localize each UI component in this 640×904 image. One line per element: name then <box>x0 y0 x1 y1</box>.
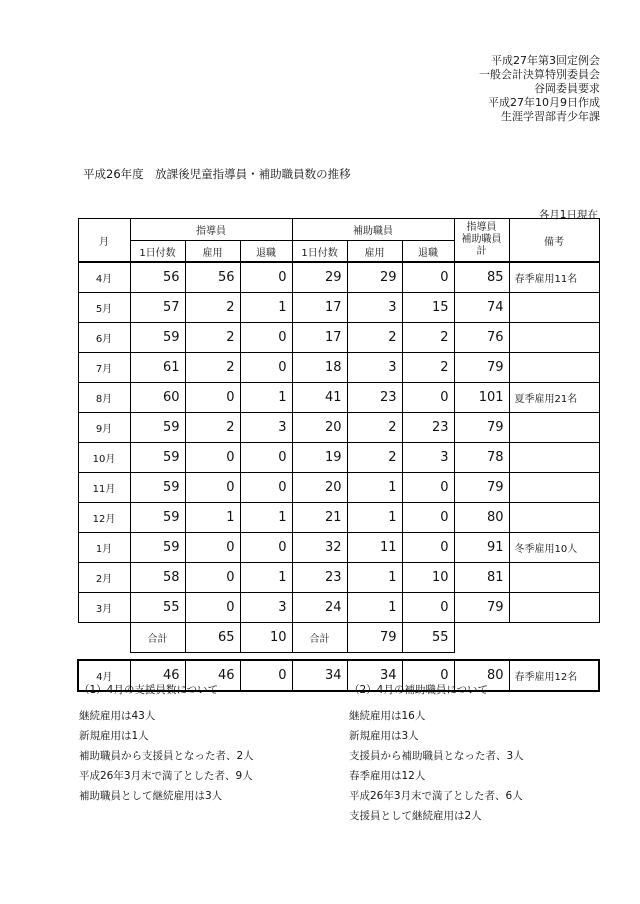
cell-i-day1: 56 <box>130 262 185 293</box>
cell-a-retired: 0 <box>402 262 454 293</box>
cell-note: 春季雇用11名 <box>509 262 599 293</box>
document-header <box>479 54 600 124</box>
page-title: 平成26年度 放課後児童指導員・補助職員数の推移 <box>83 167 351 181</box>
cell-a-day1: 20 <box>292 473 347 503</box>
header-line: 平成27年10月9日作成 <box>488 96 600 109</box>
cell-i-retired: 0 <box>240 473 292 503</box>
cell-i-hired: 0 <box>185 563 240 593</box>
cell-a-hired: 1 <box>347 503 402 533</box>
header-line: 谷岡委員要求 <box>534 82 600 95</box>
cell-i-day1: 55 <box>130 593 185 623</box>
cell-i-hired: 2 <box>185 323 240 353</box>
cell-i-day1: 59 <box>130 473 185 503</box>
cell-a-retired: 2 <box>402 323 454 353</box>
cell-total: 79 <box>454 413 509 443</box>
cell-i-retired: 0 <box>240 353 292 383</box>
row-month: 11月 <box>78 473 130 503</box>
cell-note <box>509 473 599 503</box>
notes-item: 春季雇用は12人 <box>349 770 426 782</box>
cell-i-retired: 0 <box>240 323 292 353</box>
cell-i-day1: 57 <box>130 293 185 323</box>
cell-i-hired: 0 <box>185 443 240 473</box>
cell-i-day1: 60 <box>130 383 185 413</box>
header-total-line2: 補助職員 <box>461 234 502 245</box>
cell-a-day1: 21 <box>292 503 347 533</box>
cell-i-hired: 0 <box>185 593 240 623</box>
cell-a-retired: 10 <box>402 563 454 593</box>
cell-total: 76 <box>454 323 509 353</box>
cell-a-retired: 0 <box>402 473 454 503</box>
cell-i-day1: 59 <box>130 443 185 473</box>
header-line: 平成27年第3回定例会 <box>491 54 600 67</box>
notes-left <box>79 680 254 806</box>
table-row <box>78 293 599 323</box>
cell-i-retired: 3 <box>240 413 292 443</box>
cell-a-day1: 34 <box>292 660 347 691</box>
cell-a-day1: 29 <box>292 262 347 293</box>
table-row <box>78 533 599 563</box>
header-day1: 1日付数 <box>292 241 347 263</box>
cell-total: 80 <box>454 660 509 691</box>
cell-total: 91 <box>454 533 509 563</box>
cell-a-day1: 32 <box>292 533 347 563</box>
notes-heading: （1）4月の支援員数について <box>79 684 219 696</box>
notes-heading: （2）4月の補助職員について <box>349 684 489 696</box>
total-a-hired: 79 <box>347 623 402 653</box>
cell-total: 79 <box>454 353 509 383</box>
row-month: 1月 <box>78 533 130 563</box>
cell-i-retired: 0 <box>240 660 292 691</box>
cell-i-day1: 61 <box>130 353 185 383</box>
row-month: 4月 <box>78 262 130 293</box>
cell-a-retired: 0 <box>402 660 454 691</box>
header-total-line3: 計 <box>476 246 487 257</box>
header-day1: 1日付数 <box>130 241 185 263</box>
cell-note <box>509 293 599 323</box>
totals-empty <box>454 623 599 653</box>
header-hired: 雇用 <box>347 241 402 263</box>
cell-a-hired: 1 <box>347 473 402 503</box>
table-row <box>78 323 599 353</box>
cell-i-hired: 0 <box>185 383 240 413</box>
cell-a-hired: 1 <box>347 563 402 593</box>
cell-a-hired: 34 <box>347 660 402 691</box>
cell-note <box>509 353 599 383</box>
total-a-retired: 55 <box>402 623 454 653</box>
cell-i-day1: 59 <box>130 323 185 353</box>
cell-a-day1: 24 <box>292 593 347 623</box>
cell-a-hired: 2 <box>347 443 402 473</box>
cell-a-hired: 1 <box>347 593 402 623</box>
cell-i-hired: 2 <box>185 413 240 443</box>
cell-i-retired: 0 <box>240 533 292 563</box>
table-row <box>78 563 599 593</box>
row-month: 9月 <box>78 413 130 443</box>
cell-i-retired: 1 <box>240 293 292 323</box>
cell-a-day1: 18 <box>292 353 347 383</box>
totals-label: 合計 <box>130 623 185 653</box>
cell-i-hired: 2 <box>185 293 240 323</box>
cell-a-day1: 20 <box>292 413 347 443</box>
totals-row <box>78 623 599 653</box>
cell-note <box>509 443 599 473</box>
row-month: 8月 <box>78 383 130 413</box>
cell-a-retired: 0 <box>402 503 454 533</box>
cell-i-retired: 0 <box>240 262 292 293</box>
cell-note <box>509 563 599 593</box>
row-month: 7月 <box>78 353 130 383</box>
cell-total: 79 <box>454 593 509 623</box>
cell-i-retired: 1 <box>240 563 292 593</box>
cell-a-retired: 15 <box>402 293 454 323</box>
cell-a-hired: 11 <box>347 533 402 563</box>
total-i-retired: 10 <box>240 623 292 653</box>
table-row <box>78 383 599 413</box>
header-retired: 退職 <box>402 241 454 263</box>
row-month: 2月 <box>78 563 130 593</box>
cell-a-day1: 19 <box>292 443 347 473</box>
cell-note <box>509 413 599 443</box>
cell-a-hired: 2 <box>347 413 402 443</box>
cell-a-hired: 2 <box>347 323 402 353</box>
notes-item: 支援員から補助職員となった者、3人 <box>349 750 524 762</box>
header-hired: 雇用 <box>185 241 240 263</box>
cell-i-day1: 59 <box>130 413 185 443</box>
notes-item: 継続雇用は16人 <box>349 710 426 722</box>
total-i-hired: 65 <box>185 623 240 653</box>
notes-item: 平成26年3月末で満了とした者、6人 <box>349 790 523 802</box>
cell-a-retired: 0 <box>402 593 454 623</box>
cell-note <box>509 323 599 353</box>
notes-item: 継続雇用は43人 <box>79 710 156 722</box>
notes-item: 平成26年3月末で満了とした者、9人 <box>79 770 253 782</box>
cell-a-hired: 23 <box>347 383 402 413</box>
cell-a-day1: 17 <box>292 293 347 323</box>
cell-a-retired: 23 <box>402 413 454 443</box>
header-instructors: 指導員 <box>130 219 292 241</box>
cell-i-hired: 46 <box>185 660 240 691</box>
notes-item: 補助職員から支援員となった者、2人 <box>79 750 254 762</box>
table-row <box>78 353 599 383</box>
table-row <box>78 503 599 533</box>
table-row <box>78 413 599 443</box>
cell-a-retired: 0 <box>402 533 454 563</box>
row-month: 4月 <box>78 660 130 691</box>
cell-total: 80 <box>454 503 509 533</box>
as-of-label: 各月1日現在 <box>538 209 598 221</box>
cell-i-hired: 1 <box>185 503 240 533</box>
cell-note: 夏季雇用21名 <box>509 383 599 413</box>
cell-i-day1: 59 <box>130 503 185 533</box>
cell-a-day1: 41 <box>292 383 347 413</box>
notes-item: 支援員として継続雇用は2人 <box>349 810 482 822</box>
table-row <box>78 443 599 473</box>
notes-item: 新規雇用は1人 <box>79 730 149 742</box>
cell-note <box>509 503 599 533</box>
table-row <box>78 262 599 293</box>
row-month: 3月 <box>78 593 130 623</box>
cell-total: 78 <box>454 443 509 473</box>
cell-i-retired: 3 <box>240 593 292 623</box>
totals-label: 合計 <box>292 623 347 653</box>
cell-a-retired: 0 <box>402 383 454 413</box>
cell-i-hired: 0 <box>185 473 240 503</box>
row-month: 12月 <box>78 503 130 533</box>
cell-i-retired: 1 <box>240 383 292 413</box>
cell-i-hired: 0 <box>185 533 240 563</box>
cell-i-hired: 2 <box>185 353 240 383</box>
row-month: 5月 <box>78 293 130 323</box>
cell-i-day1: 58 <box>130 563 185 593</box>
header-line: 生涯学習部青少年課 <box>501 110 600 123</box>
cell-a-day1: 23 <box>292 563 347 593</box>
cell-total: 85 <box>454 262 509 293</box>
notes-item: 補助職員として継続雇用は3人 <box>79 790 223 802</box>
cell-i-retired: 1 <box>240 503 292 533</box>
cell-a-hired: 29 <box>347 262 402 293</box>
header-remarks: 備考 <box>509 219 599 263</box>
header-total-line1: 指導員 <box>466 222 497 233</box>
cell-total: 81 <box>454 563 509 593</box>
totals-blank <box>78 623 130 653</box>
table-row <box>78 473 599 503</box>
notes-item: 新規雇用は3人 <box>349 730 419 742</box>
row-month: 10月 <box>78 443 130 473</box>
header-month: 月 <box>78 219 130 263</box>
cell-note: 冬季雇用10人 <box>509 533 599 563</box>
cell-total: 79 <box>454 473 509 503</box>
notes-right <box>349 680 524 826</box>
table-row <box>78 593 599 623</box>
cell-a-hired: 3 <box>347 353 402 383</box>
cell-i-day1: 59 <box>130 533 185 563</box>
cell-i-day1: 46 <box>130 660 185 691</box>
row-month: 6月 <box>78 323 130 353</box>
cell-note <box>509 593 599 623</box>
cell-note: 春季雇用12名 <box>509 660 599 691</box>
staff-table <box>77 218 600 692</box>
header-assistants: 補助職員 <box>292 219 454 241</box>
cell-a-retired: 3 <box>402 443 454 473</box>
cell-total: 101 <box>454 383 509 413</box>
cell-a-day1: 17 <box>292 323 347 353</box>
cell-a-retired: 2 <box>402 353 454 383</box>
cell-i-hired: 56 <box>185 262 240 293</box>
cell-total: 74 <box>454 293 509 323</box>
header-line: 一般会計決算特別委員会 <box>479 68 600 81</box>
spacer <box>78 653 599 661</box>
header-total <box>454 219 509 263</box>
header-retired: 退職 <box>240 241 292 263</box>
cell-i-retired: 0 <box>240 443 292 473</box>
cell-a-hired: 3 <box>347 293 402 323</box>
